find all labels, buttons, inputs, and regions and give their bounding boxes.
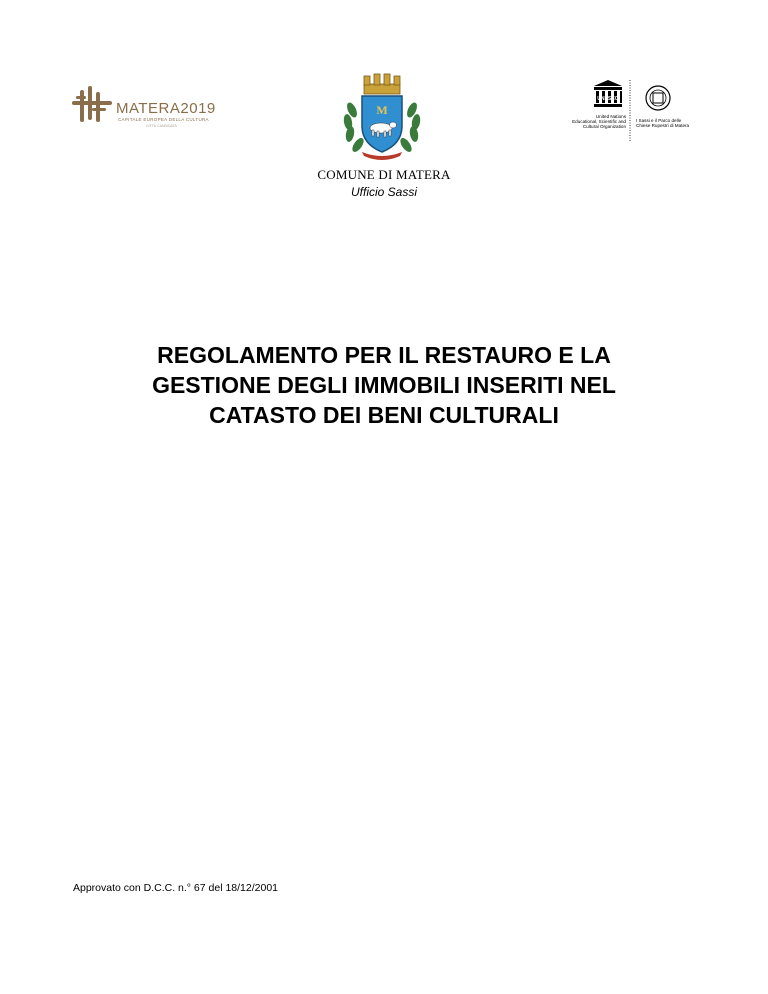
unesco-org-name xyxy=(556,114,626,129)
city-coat-of-arms-icon xyxy=(334,70,430,166)
unesco-site-line-1: I Sassi e il Parco delle xyxy=(636,118,682,123)
matera-2019-logo xyxy=(72,86,232,126)
unesco-org-line-1: United Nations xyxy=(595,114,626,119)
matera-wordmark: MATERA2019 xyxy=(116,100,216,117)
unesco-site-name xyxy=(636,118,689,128)
document-title-line-2: GESTIONE DEGLI IMMOBILI INSERITI NEL xyxy=(152,372,616,398)
matera-subtitle: CAPITALE EUROPEA DELLA CULTURA xyxy=(118,117,209,122)
office-name: Ufficio Sassi xyxy=(350,185,418,199)
unesco-site-line-2: Chiese Rupestri di Matera xyxy=(636,123,690,128)
unesco-org-line-2: Educational, Scientific and xyxy=(572,119,626,124)
matera-2019-mark-icon xyxy=(72,86,116,126)
document-title xyxy=(60,340,708,430)
document-title-line-1: REGOLAMENTO PER IL RESTAURO E LA xyxy=(157,342,611,368)
matera-tagline: CITTÀ CANDIDATA xyxy=(146,124,177,128)
document-title-line-3: CATASTO DEI BENI CULTURALI xyxy=(209,402,559,428)
municipality-name: COMUNE DI MATERA xyxy=(317,167,451,182)
svg-text:M: M xyxy=(376,103,388,117)
approval-note: Approvato con D.C.C. n.° 67 del 18/12/2001 xyxy=(73,882,278,894)
unesco-org-line-3: Cultural Organization xyxy=(582,124,626,129)
svg-text:UNESCO: UNESCO xyxy=(597,96,619,102)
unesco-world-heritage-logo xyxy=(556,78,706,144)
